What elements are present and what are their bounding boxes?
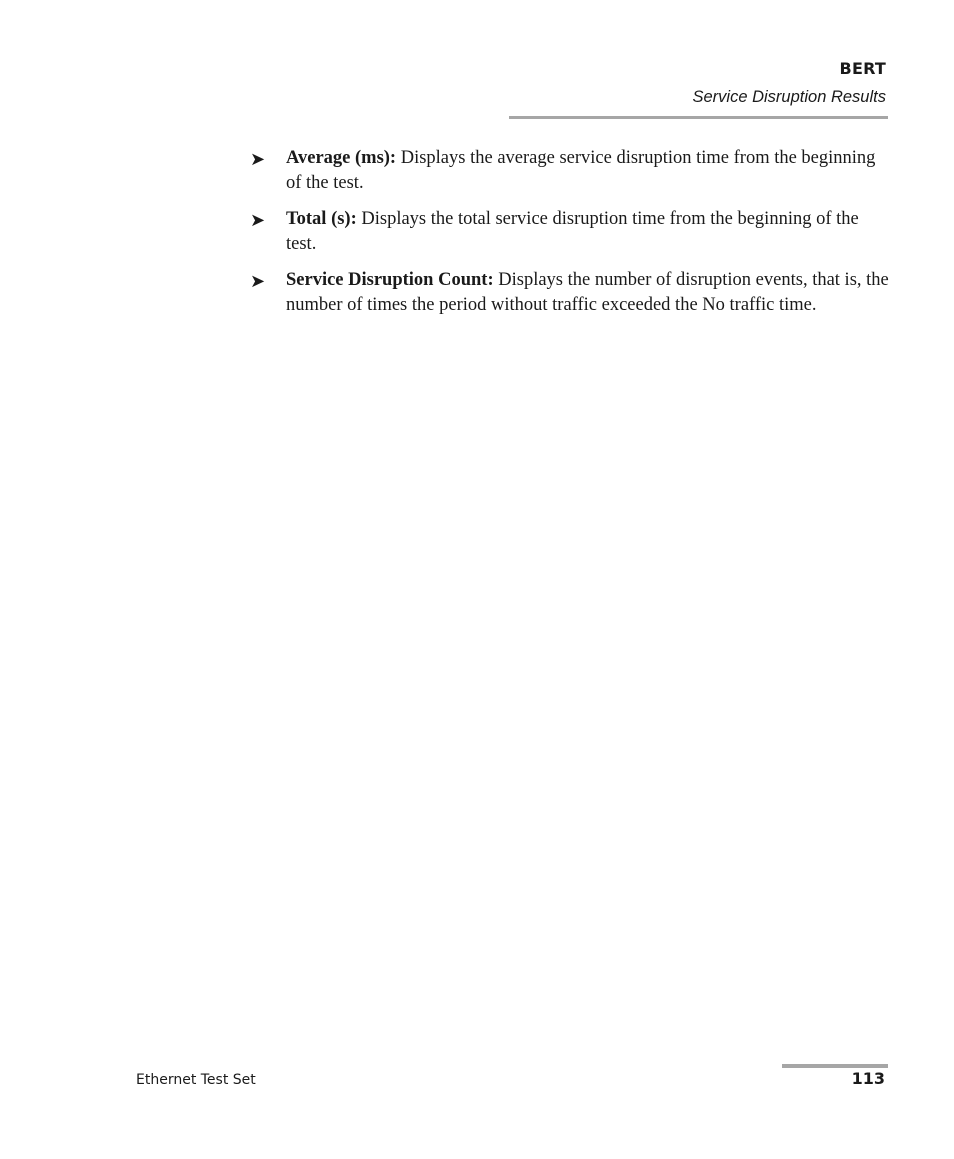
section-title: Service Disruption Results bbox=[692, 88, 886, 106]
footer-document-title: Ethernet Test Set bbox=[136, 1072, 256, 1088]
bullet-list bbox=[250, 146, 890, 329]
arrow-bullet-icon: ➤ bbox=[250, 271, 266, 292]
list-item bbox=[250, 268, 890, 318]
term-description: Displays the average service disruption time from the beginning of the test. bbox=[286, 148, 876, 193]
arrow-bullet-icon: ➤ bbox=[250, 149, 266, 170]
header-divider bbox=[509, 116, 888, 119]
term-description: Displays the total service disruption time from the beginning of the test. bbox=[286, 209, 859, 254]
list-item-text bbox=[286, 268, 890, 318]
page-header bbox=[693, 58, 887, 108]
list-item bbox=[250, 146, 890, 196]
page-number: 113 bbox=[851, 1069, 885, 1088]
list-item-text bbox=[286, 146, 890, 196]
term-label: Service Disruption Count: bbox=[286, 270, 494, 290]
term-description: Displays the number of disruption events, that is, the number of times the period without traffic exceeded the No traffic time. bbox=[286, 270, 889, 315]
arrow-bullet-icon: ➤ bbox=[250, 210, 266, 231]
list-item bbox=[250, 207, 890, 257]
term-label: Average (ms): bbox=[286, 148, 397, 168]
list-item-text bbox=[286, 207, 890, 257]
term-label: Total (s): bbox=[286, 209, 357, 229]
chapter-title: BERT bbox=[839, 59, 886, 78]
footer-divider bbox=[782, 1064, 888, 1068]
